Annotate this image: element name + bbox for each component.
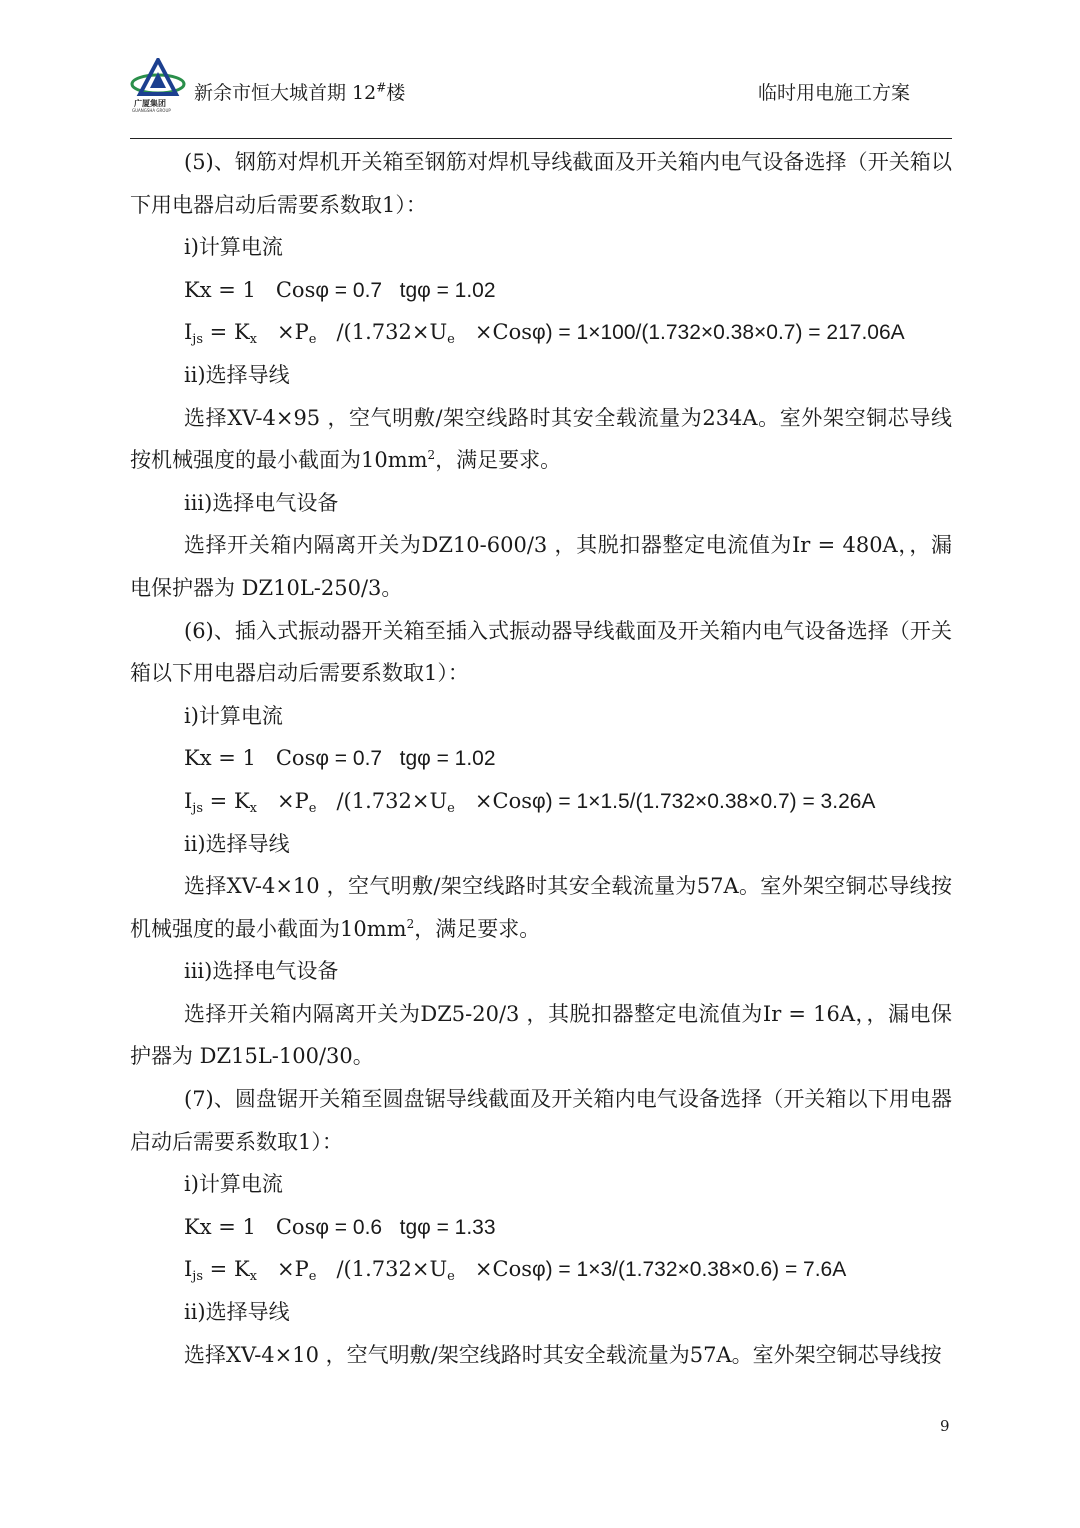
select-equipment-label: iii)选择电气设备	[184, 959, 339, 984]
current-formula: $I_{js} = K_x \times P_e$ $/(1.732\times U_e \times Cos\varphi) = 1\times 3/(1.732\times 0.38\times 0.6) = 7.6A$	[184, 1257, 847, 1285]
header-doc-title: 临时用电施工方案	[757, 82, 910, 104]
select-equipment-label: iii)选择电气设备	[184, 490, 339, 515]
section-5-heading: (5)、钢筋对焊机开关箱至钢筋对焊机导线截面及开关箱内电气设备选择（开关箱以下用电器启动后需要系数取1）：	[130, 150, 952, 217]
equipment-selection-text: 选择开关箱内隔离开关为DZ10-600/3 ，其脱扣器整定电流值为Ir = 480A，，漏电保护器为 DZ10L-250/3。	[130, 533, 952, 600]
section-7-heading: (7)、圆盘锯开关箱至圆盘锯导线截面及开关箱内电气设备选择（开关箱以下用电器启动后需要系数取1）：	[130, 1087, 952, 1154]
calc-current-label: i)计算电流	[184, 235, 283, 260]
logo-text: 广厦集团	[134, 99, 166, 108]
current-formula: $I_{js} = K_x \times P_e$ $/(1.732\times U_e \times Cos\varphi) = 1\times 100/(1.732\times 0.38\times 0.7) = 217.06A$	[184, 320, 905, 348]
select-wire-label: ii)选择导线	[184, 1300, 290, 1325]
wire-selection-text: 选择XV-4×10 ，空气明敷/架空线路时其安全载流量为57A。室外架空铜芯导线按机械强度的最小截面为$10mm^2$，满足要求。	[130, 874, 952, 941]
header-project-title: 新余市恒大城首期 12#楼	[194, 80, 406, 104]
page-header	[130, 58, 952, 138]
select-wire-label: ii)选择导线	[184, 831, 290, 856]
select-wire-label: ii)选择导线	[184, 362, 290, 387]
wire-selection-text: 选择XV-4×95 ，空气明敷/架空线路时其安全载流量为234A。室外架空铜芯导线按机械强度的最小截面为$10mm^2$，满足要求。	[130, 405, 952, 473]
calc-current-label: i)计算电流	[184, 1172, 283, 1197]
logo-subtext: GUANGSHA GROUP	[132, 108, 171, 113]
current-formula: $I_{js} = K_x \times P_e$ $/(1.732\times U_e \times Cos\varphi) = 1\times 1.5/(1.732\times 0.38\times 0.7) = 3.26A$	[184, 788, 876, 816]
page-number: 9	[940, 1417, 950, 1435]
equipment-selection-text: 选择开关箱内隔离开关为DZ5-20/3 ，其脱扣器整定电流值为Ir = 16A，，漏电保护器为 DZ15L-100/30。	[130, 1001, 952, 1069]
section-6-heading: (6)、插入式振动器开关箱至插入式振动器导线截面及开关箱内电气设备选择（开关箱以下用电器启动后需要系数取1）：	[130, 618, 952, 686]
logo-triangle-icon	[130, 58, 186, 100]
header-divider	[130, 138, 952, 139]
calc-current-label: i)计算电流	[184, 703, 283, 728]
coefficient-line: Kx = 1 Cosφ = 0.7 tgφ = 1.02	[184, 277, 496, 302]
document-body	[130, 141, 952, 1376]
coefficient-line: Kx = 1 Cosφ = 0.7 tgφ = 1.02	[184, 746, 496, 771]
company-logo	[130, 58, 186, 116]
wire-selection-text: 选择XV-4×10 ，空气明敷/架空线路时其安全载流量为57A。室外架空铜芯导线按	[184, 1342, 942, 1367]
coefficient-line: Kx = 1 Cosφ = 0.6 tgφ = 1.33	[184, 1214, 496, 1239]
